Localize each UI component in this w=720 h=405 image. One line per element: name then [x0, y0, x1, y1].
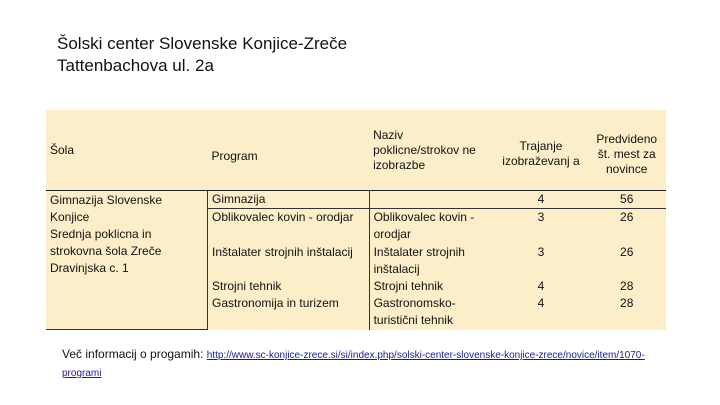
program-cell: Strojni tehnik — [208, 278, 370, 295]
programs-table — [46, 110, 666, 330]
trajanje-cell: 4 — [537, 278, 545, 293]
school-name-1: Gimnazija Slovenske Konjice — [50, 193, 163, 224]
table-row — [46, 191, 666, 209]
mest-cell: 26 — [620, 210, 634, 225]
mest-cell: 56 — [587, 191, 666, 209]
trajanje-cell: 3 — [537, 210, 545, 225]
footer-text: Več informacij o progamih: — [62, 347, 204, 361]
naziv-cell: Gastronomsko-turistični tehnik — [369, 295, 495, 329]
naziv-cell: Strojni tehnik — [369, 278, 495, 295]
trajanje-cell: 3 — [537, 244, 545, 259]
programs-link[interactable]: http://www.sc-konjice-zrece.si/si/index.php/solski-center-slovenske-konjice-zrece/novice/item/1070-programi — [62, 350, 645, 379]
page-title: Šolski center Slovenske Konjice-Zreče — [57, 34, 348, 53]
naziv-cell: Oblikovalec kovin - orodjar — [369, 209, 495, 244]
school-cell — [46, 191, 208, 330]
header-trajanje: Trajanje izobraževanj a — [495, 110, 588, 191]
trajanje-cell: 4 — [537, 296, 545, 311]
table-header-row — [46, 110, 666, 191]
header-sola: Šola — [46, 110, 208, 191]
program-cell: Inštalater strojnih inštalacij — [208, 244, 370, 278]
trajanje-cell: 4 — [495, 191, 588, 209]
page-subtitle-address: Tattenbachova ul. 2a — [57, 56, 214, 75]
school-address: Dravinjska c. 1 — [50, 261, 129, 275]
mest-cell: 28 — [620, 278, 634, 293]
naziv-cell — [369, 191, 495, 209]
school-name-2: Srednja poklicna in strokovna šola Zreče — [50, 227, 162, 258]
program-cell: Gastronomija in turizem — [208, 295, 370, 329]
header-program: Program — [208, 110, 370, 191]
program-cell: Oblikovalec kovin - orodjar — [208, 209, 370, 244]
header-predvideno: Predvideno št. mest za novince — [587, 110, 666, 191]
program-cell: Gimnazija — [208, 191, 370, 209]
header-naziv: Naziv poklicne/strokov ne izobrazbe — [369, 110, 495, 191]
mest-cell: 26 — [620, 244, 634, 259]
mest-cell: 28 — [620, 296, 634, 311]
naziv-cell: Inštalater strojnih inštalacij — [369, 244, 495, 278]
footer-info — [62, 346, 682, 382]
